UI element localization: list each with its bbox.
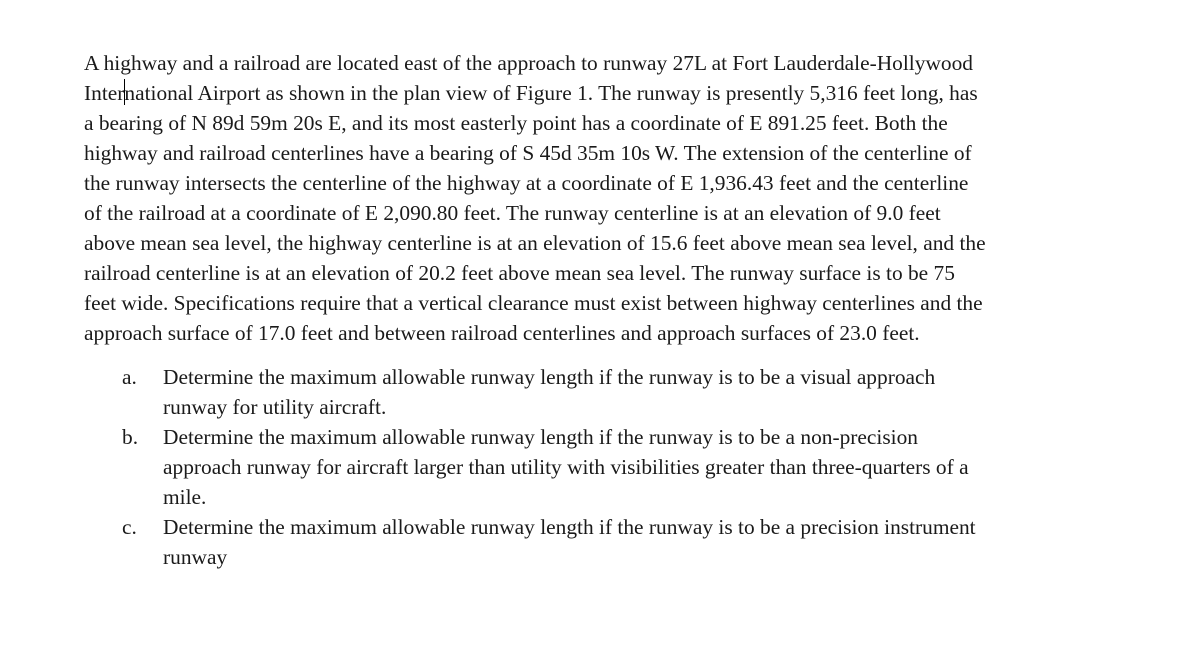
question-marker: a. [122, 365, 137, 389]
question-text: Determine the maximum allowable runway length if the runway is to be a visual approach runway for utility aircraft. [163, 365, 936, 419]
problem-statement [84, 48, 1124, 348]
question-item-c [122, 512, 1124, 572]
document-body [84, 48, 1124, 572]
problem-statement-part-2: national Airport as shown in the plan view of Figure 1. The runway is presently 5,316 feet long, has a bearing of N 89d 59m 20s E, and its most easterly point has a coordinate of E 891.25 feet. Both the highway and railroad centerlines have a bearing of S 45d 35m 10s W. The extension of the centerline of the runway intersects the centerline of the highway at a coordinate of E 1,936.43 feet and the centerline of the railroad at a coordinate of E 2,090.80 feet. The runway centerline is at an elevation of 9.0 feet above mean sea level, the highway centerline is at an elevation of 15.6 feet above mean sea level, and the railroad centerline is at an elevation of 20.2 feet above mean sea level. The runway surface is to be 75 feet wide. Specifications require that a vertical clearance must exist between highway centerlines and the approach surface of 17.0 feet and between railroad centerlines and approach surfaces of 23.0 feet. [84, 81, 986, 345]
question-text: Determine the maximum allowable runway length if the runway is to be a precision instrument runway [163, 515, 976, 569]
question-item-a [122, 362, 1124, 422]
question-marker: b. [122, 425, 139, 449]
question-list [84, 362, 1124, 572]
question-item-b [122, 422, 1124, 512]
question-text: Determine the maximum allowable runway length if the runway is to be a non-precision approach runway for aircraft larger than utility with visibilities greater than three-quarters of a mile. [163, 425, 969, 509]
problem-statement-part-1: A highway and a railroad are located east of the approach to runway 27L at Fort Lauderdale-Hollywood Inter [84, 51, 973, 105]
question-marker: c. [122, 515, 137, 539]
